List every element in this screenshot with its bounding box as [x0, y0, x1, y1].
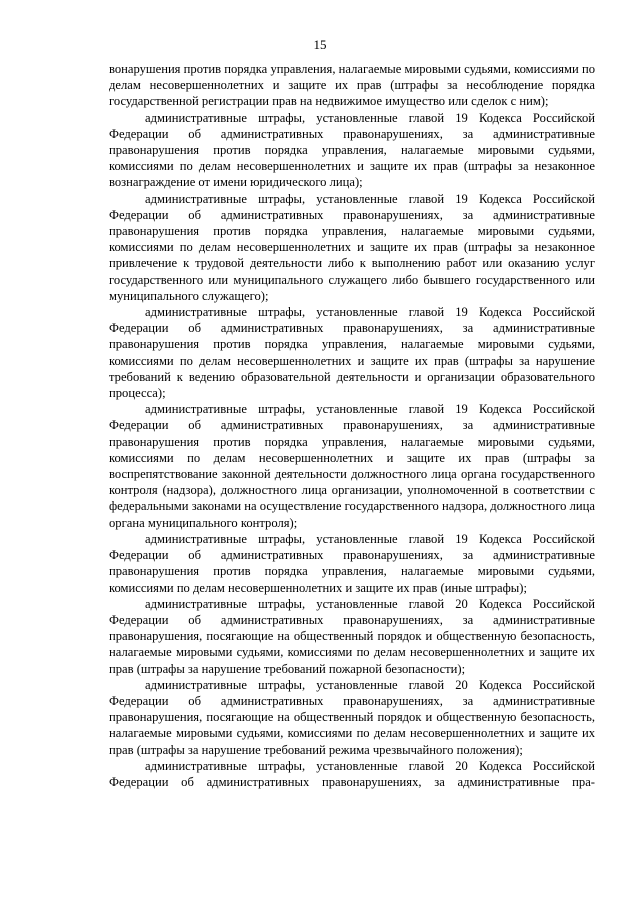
paragraph: административные штрафы, установленные главой 20 Кодекса Российской Федерации об административных правонарушениях, за административные правонарушения, посягающие на общественный порядок и общественную безопасность, налагаемые мировыми судьями, комиссиями по делам несовершеннолетних и защите их прав (штрафы за нарушение требований пожарной безопасности); [109, 596, 595, 676]
paragraph: административные штрафы, установленные главой 19 Кодекса Российской Федерации об административных правонарушениях, за административные правонарушения против порядка управления, налагаемые мировыми судьями, комиссиями по делам несовершеннолетних и защите их прав (иные штрафы); [109, 531, 595, 595]
paragraph-truncated: административные штрафы, установленные главой 20 Кодекса Российской Федерации об административных правонарушениях, за административные пра- [109, 758, 595, 789]
paragraph: административные штрафы, установленные главой 20 Кодекса Российской Федерации об административных правонарушениях, за административные правонарушения, посягающие на общественный порядок и общественную безопасность, налагаемые мировыми судьями, комиссиями по делам несовершеннолетних и защите их прав (штрафы за нарушение требований режима чрезвычайного положения); [109, 677, 595, 757]
paragraph-continued: вонарушения против порядка управления, налагаемые мировыми судьями, комиссиями по делам несовершеннолетних и защите их прав (штрафы за несоблюдение порядка государственной регистрации прав на недвижимое имущество или сделок с ним); [109, 62, 595, 109]
paragraph: административные штрафы, установленные главой 19 Кодекса Российской Федерации об административных правонарушениях, за административные правонарушения против порядка управления, налагаемые мировыми судьями, комиссиями по делам несовершеннолетних и защите их прав (штрафы за незаконное вознаграждение от имени юридического лица); [109, 110, 595, 190]
page-number: 15 [313, 37, 327, 52]
paragraph: административные штрафы, установленные главой 19 Кодекса Российской Федерации об административных правонарушениях, за административные правонарушения против порядка управления, налагаемые мировыми судьями, комиссиями по делам несовершеннолетних и защите их прав (штрафы за незаконное привлечение к трудовой деятельности либо к выполнению работ или оказанию услуг государственного или муниципального служащего либо бывшего государственного или муниципального служащего); [109, 191, 595, 303]
paragraph: административные штрафы, установленные главой 19 Кодекса Российской Федерации об административных правонарушениях, за административные правонарушения против порядка управления, налагаемые мировыми судьями, комиссиями по делам несовершеннолетних и защите их прав (штрафы за воспрепятствование законной деятельности должностного лица органа государственного контроля (надзора), должностного лица организации, уполномоченной в соответствии с федеральными законами на осуществление государственного надзора, должностного лица органа муниципального контроля); [109, 402, 595, 530]
document-body [109, 61, 595, 790]
paragraph: административные штрафы, установленные главой 19 Кодекса Российской Федерации об административных правонарушениях, за административные правонарушения против порядка управления, налагаемые мировыми судьями, комиссиями по делам несовершеннолетних и защите их прав (штрафы за нарушение требований к ведению образовательной деятельности и организации образовательного процесса); [109, 305, 595, 401]
